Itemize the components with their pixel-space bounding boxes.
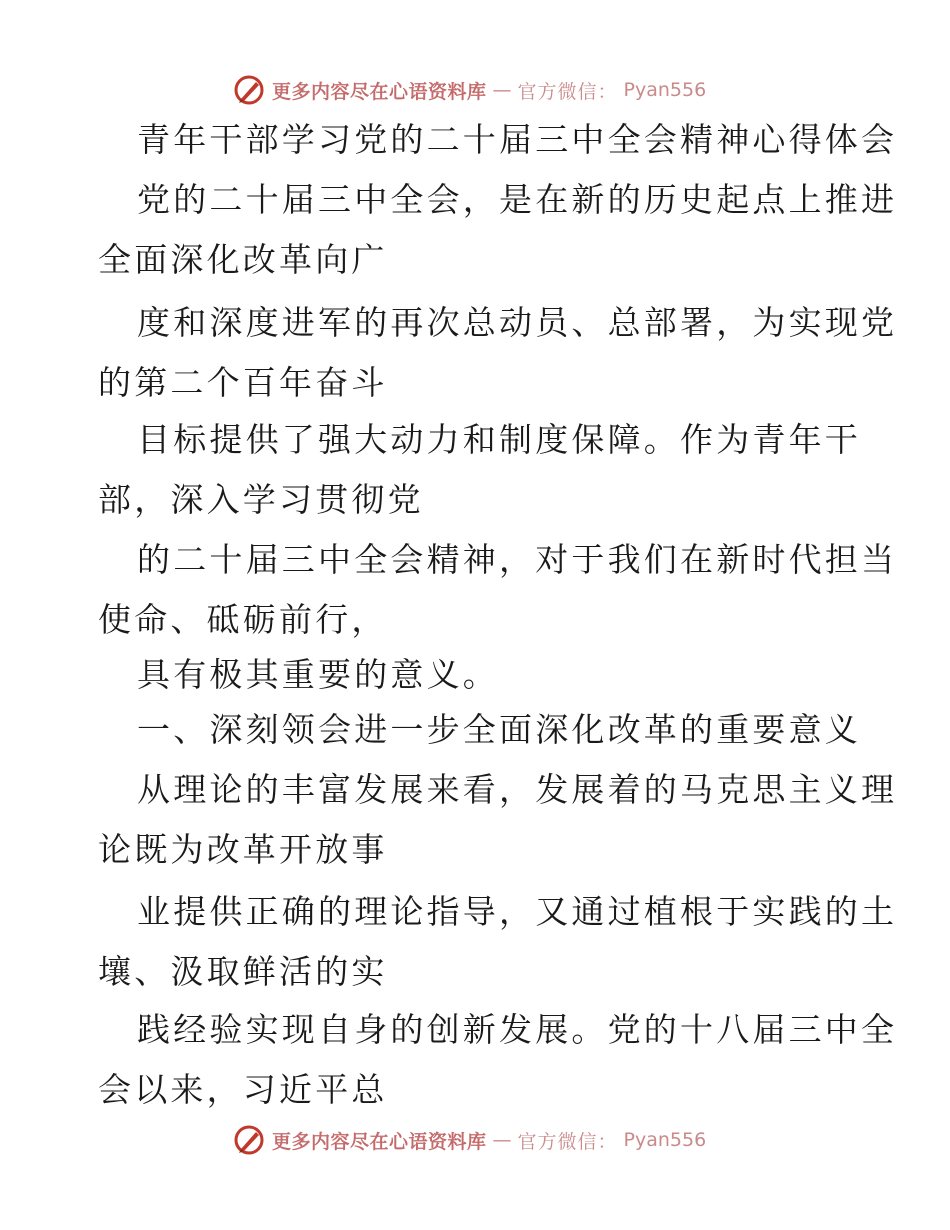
paragraph-line: 论既为改革开放事 xyxy=(98,830,388,869)
paragraph-line: 的第二个百年奋斗 xyxy=(98,363,388,402)
paragraph-line: 使命、砥砺前行， xyxy=(98,600,388,639)
paragraph-line: 的二十届三中全会精神，对于我们在新时代担当 xyxy=(137,540,898,579)
watermark-brand: 更多内容尽在心语资料库 xyxy=(272,80,487,103)
paragraph-line: 党的二十届三中全会，是在新的历史起点上推进 xyxy=(137,180,898,219)
paragraph-line: 具有极其重要的意义。 xyxy=(137,655,499,694)
watermark-dash: — xyxy=(492,1129,512,1151)
document-title: 青年干部学习党的二十届三中全会精神心得体会 xyxy=(137,120,898,159)
paragraph-line: 会以来，习近平总 xyxy=(98,1070,388,1109)
watermark-footer xyxy=(232,1120,706,1160)
paragraph-line: 践经验实现自身的创新发展。党的十八届三中全 xyxy=(137,1010,898,1049)
paragraph-line: 部，深入学习贯彻党 xyxy=(98,480,424,519)
watermark-wechat-id: Pyan556 xyxy=(623,1129,707,1151)
watermark-official-label: 官方微信： xyxy=(517,1130,618,1153)
watermark-wechat-id: Pyan556 xyxy=(623,79,707,101)
section-heading: 一、深刻领会进一步全面深化改革的重要意义 xyxy=(137,710,861,749)
paragraph-line: 目标提供了强大动力和制度保障。作为青年干 xyxy=(137,420,861,459)
watermark-header xyxy=(232,70,706,110)
watermark-official-label: 官方微信： xyxy=(517,80,618,103)
pen-logo-icon xyxy=(232,73,266,107)
paragraph-line: 全面深化改革向广 xyxy=(98,240,388,279)
paragraph-line: 业提供正确的理论指导，又通过植根于实践的土 xyxy=(137,892,898,931)
pen-logo-icon xyxy=(232,1123,266,1157)
watermark-brand: 更多内容尽在心语资料库 xyxy=(272,1130,487,1153)
paragraph-line: 从理论的丰富发展来看，发展着的马克思主义理 xyxy=(137,770,898,809)
paragraph-line: 度和深度进军的再次总动员、总部署，为实现党 xyxy=(137,303,898,342)
watermark-dash: — xyxy=(492,79,512,101)
paragraph-line: 壤、汲取鲜活的实 xyxy=(98,952,388,991)
